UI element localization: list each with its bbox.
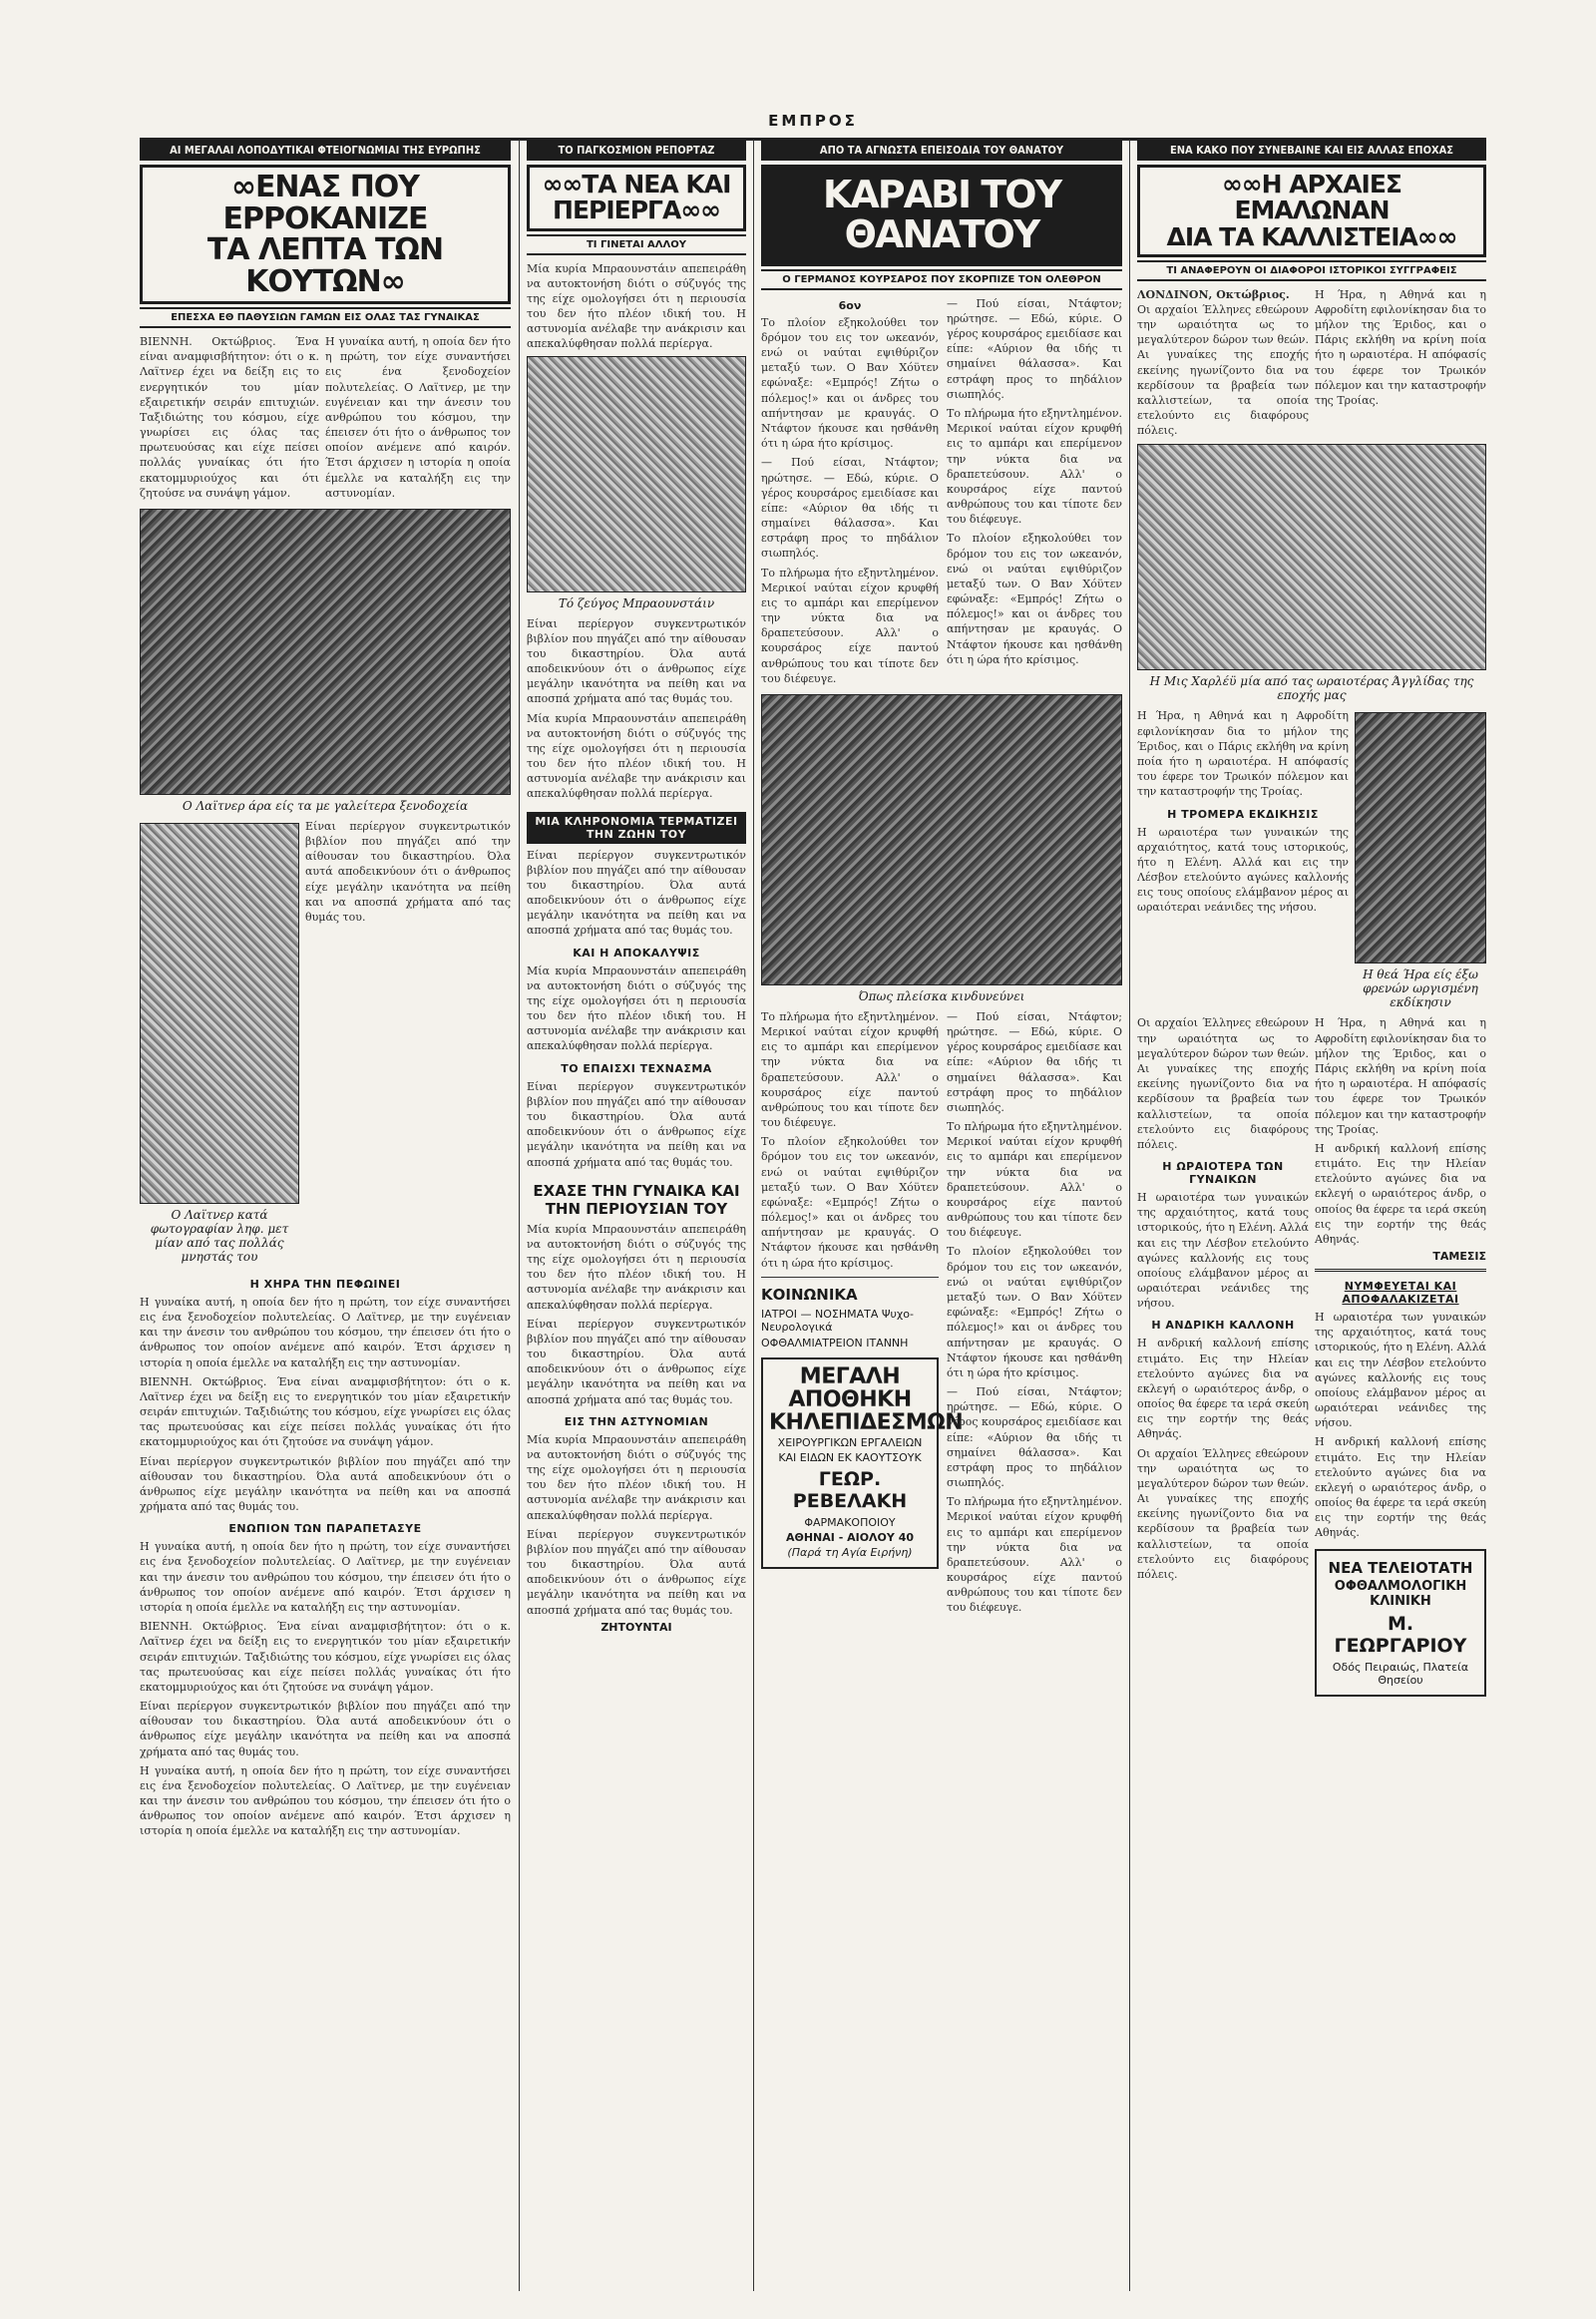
section-heading: Η ΤΡΟΜΕΡΑ ΕΚΔΙΚΗΣΙΣ: [1167, 807, 1319, 821]
article-text: — Πού είσαι, Ντάφτον; ηρώτησε. — Εδώ, κύριε. Ο γέρος κουρσάρος εμειδίασε και είπε: «Αύριον θα ιδής τι σημαίνει θάλασσα». Και εστράφη προς το πηδάλιον σιωπηλός.: [947, 1385, 1122, 1490]
article-text: Η Ήρα, η Αθηνά και η Αφροδίτη εφιλονίκησαν δια το μήλον της Έριδος, και ο Πάρις εκλήθη να κρίνη ποία ήτο η ωραιοτέρα. Η απόφασίς του έφερε τον Τρωικόν πόλεμον και την καταστροφήν της Τροίας.: [1315, 287, 1486, 407]
article-text: Οι αρχαίοι Έλληνες εθεώρουν την ωραιότητα ως το μεγαλύτερον δώρον των θεών. Αι γυναίκες της εποχής εκείνης ηγωνίζοντο δια να κερδίσουν τα βραβεία των καλλιστείων, τα οποία ετελούντο εις διαφόρους πόλεις.: [1137, 1016, 1309, 1151]
ad-line: ΚΑΙ ΕΙΔΩΝ ΕΚ ΚΑΟΥΤΣΟΥΚ: [778, 1451, 922, 1465]
article-text: Είναι περίεργον συγκεντρωτικόν βιβλίον που πηγάζει από την αίθουσαν του δικαστηρίου. Όλα αυτά αποδεικνύουν ότι ο άνθρωπος είχε μεγάλην ικανότητα να πείθη και να αποσπά χρήματα από τας θυμάς του.: [140, 1454, 511, 1514]
article-text: Το πλήρωμα ήτο εξηντλημένον. Μερικοί ναύται είχον κρυφθή εις το αμπάρι και επερίμενον την νύκτα δια να δραπετεύσουν. Αλλ' ο κουρσάρος είχε παντού ανθρώπους του και τίποτε δεν του διέφευγε.: [761, 566, 939, 685]
article-text: ΒΙΕΝΝΗ. Οκτώβριος. Ένα είναι αναμφισβήτητον: ότι ο κ. Λαϊτνερ έχει να δείξη εις το ενεργητικόν του μίαν εξαιρετικήν σειράν επιτυχιών. Ταξιδιώτης του κόσμου, είχε γνωρίσει εις όλας τας πρωτευούσας και είχε πείσει πολλάς γυναίκας ότι ήτο εκατομμυριούχος και ότι ζητούσε να συνάψη γάμον.: [140, 1620, 511, 1694]
article-text: — Πού είσαι, Ντάφτον; ηρώτησε. — Εδώ, κύριε. Ο γέρος κουρσάρος εμειδίασε και είπε: «Αύριον θα ιδής τι σημαίνει θάλασσα». Και εστράφη προς το πηδάλιον σιωπηλός.: [947, 1009, 1122, 1114]
social-line: ΙΑΤΡΟΙ — ΝΟΣΗΜΑΤΑ Ψυχο-Νευρολογικά: [761, 1307, 914, 1334]
article-text: Είναι περίεργον συγκεντρωτικόν βιβλίον που πηγάζει από την αίθουσαν του δικαστηρίου. Όλα αυτά αποδεικνύουν ότι ο άνθρωπος είχε μεγάλην ικανότητα να πείθη και να αποσπά χρήματα από τας θυμάς του.: [527, 1317, 746, 1406]
photo-caption: Όπως πλείσκα κινδυνεύνει: [858, 988, 1025, 1003]
article-text: Το πλήρωμα ήτο εξηντλημένον. Μερικοί ναύται είχον κρυφθή εις το αμπάρι και επερίμενον την νύκτα δια να δραπετεύσουν. Αλλ' ο κουρσάρος είχε παντού ανθρώπους του και τίποτε δεν του διέφευγε.: [947, 1120, 1122, 1240]
couple-photo: [527, 356, 746, 592]
article-kicker: ΕΝΑ ΚΑΚΟ ΠΟΥ ΣΥΝΕΒΑΙΝΕ ΚΑΙ ΕΙΣ ΑΛΛΑΣ ΕΠΟΧΑΣ: [1137, 140, 1486, 161]
article-text: Οι αρχαίοι Έλληνες εθεώρουν την ωραιότητα ως το μεγαλύτερον δώρον των θεών. Αι γυναίκες της εποχής εκείνης ηγωνίζοντο δια να κερδίσουν τα βραβεία των καλλιστείων, τα οποία ετελούντο εις διαφόρους πόλεις.: [1137, 302, 1309, 438]
ad-note: (Παρά τη Αγία Ειρήνη): [787, 1546, 913, 1560]
headline-line-1: ∞ΕΝΑΣ ΠΟΥ ΕΡΡΟΚΑΝΙΖΕ: [222, 170, 428, 236]
signoff-text: ΖΗΤΟΥΝΤΑΙ: [600, 1620, 672, 1634]
article-text: Η ωραιοτέρα των γυναικών της αρχαιότητος, κατά τους ιστορικούς, ήτο η Ελένη. Αλλά και εις την Λέσβον ετελούντο αγώνες καλλονής εις τους οποίους ελάμβανον μέρος αι ωραιότεραι νεάνιδες της νήσου.: [1315, 1311, 1486, 1430]
section-heading: Η ΩΡΑΙΟΤΕΡΑ ΤΩΝ ΓΥΝΑΙΚΩΝ: [1162, 1160, 1284, 1187]
social-line: ΟΦΘΑΛΜΙΑΤΡΕΙΟΝ ΙΤΑΝΝΗ: [761, 1336, 909, 1350]
column-rule: [753, 140, 754, 2291]
article-text: Η ανδρική καλλονή επίσης ετιμάτο. Εις την Ηλείαν ετελούντο αγώνες δια να εκλεγή ο ωραιότερος άνδρ, ο οποίος θα έφερε τα ιερά σκεύη εις την εορτήν της θεάς Αθηνάς.: [1137, 1337, 1309, 1441]
article-text: — Πού είσαι, Ντάφτον; ηρώτησε. — Εδώ, κύριε. Ο γέρος κουρσάρος εμειδίασε και είπε: «Αύριον θα ιδής τι σημαίνει θάλασσα». Και εστράφη προς το πηδάλιον σιωπηλός.: [947, 296, 1122, 401]
article-text: Η ανδρική καλλονή επίσης ετιμάτο. Εις την Ηλείαν ετελούντο αγώνες δια να εκλεγή ο ωραιότερος άνδρ, ο οποίος θα έφερε τα ιερά σκεύη εις την εορτήν της θεάς Αθηνάς.: [1315, 1435, 1486, 1540]
headline-line-2: ΠΕΡΙΕΡΓΑ∞∞: [553, 195, 720, 225]
article-column-2: [527, 140, 746, 2291]
article-text: Η γυναίκα αυτή, η οποία δεν ήτο η πρώτη, τον είχε συναντήσει εις ένα ξενοδοχείον πολυτελείας. Ο Λαϊτνερ, με την ευγένειαν και την άνεσιν του ανθρώπου του κόσμου, την έπεισεν ότι ήτο ο άνθρωπος τον οποίον ανέμενε από καιρόν. Έτσι άρχισεν η ιστορία η οποία έμελλε να καταλήξη εις την αστυνομίαν.: [140, 1295, 511, 1369]
section-heading: ΕΧΑΣΕ ΤΗΝ ΓΥΝΑΙΚΑ ΚΑΙ ΤΗΝ ΠΕΡΙΟΥΣΙΑΝ ΤΟΥ: [533, 1181, 740, 1218]
article-column-4: [1137, 140, 1486, 2291]
article-text: Μία κυρία Μπραουνστάιν απεπειράθη να αυτοκτονήση διότι ο σύζυγός της της είχε ομολογήσει ότι η περιουσία του δεν ήτο πλέον ιδική του. Η αστυνομία ανέλαβε την ανάκρισιν και απεκαλύφθησαν πολλά περίεργα.: [527, 261, 746, 351]
hotel-photo: [140, 509, 511, 795]
section-heading: ΜΙΑ ΚΛΗΡΟΝΟΜΙΑ ΤΕΡΜΑΤΙΖΕΙ ΤΗΝ ΖΩΗΝ ΤΟΥ: [527, 812, 746, 844]
ad-title: ΚΗΛΕΠΙΔΕΣΜΩΝ: [769, 1410, 964, 1436]
article-text: Η ανδρική καλλονή επίσης ετιμάτο. Εις την Ηλείαν ετελούντο αγώνες δια να εκλεγή ο ωραιότερος άνδρ, ο οποίος θα έφερε τα ιερά σκεύη εις την εορτήν της θεάς Αθηνάς.: [1315, 1141, 1486, 1246]
headline-line-1: ∞∞ΤΑ ΝΕΑ ΚΑΙ: [542, 170, 731, 198]
ad-line: ΧΕΙΡΟΥΡΓΙΚΩΝ ΕΡΓΑΛΕΙΩΝ: [777, 1436, 923, 1450]
goddess-hera-illustration: [1355, 712, 1486, 964]
article-text: Είναι περίεργον συγκεντρωτικόν βιβλίον που πηγάζει από την αίθουσαν του δικαστηρίου. Όλα αυτά αποδεικνύουν ότι ο άνθρωπος είχε μεγάλην ικανότητα να πείθη και να αποσπά χρήματα από τας θυμάς του.: [527, 1527, 746, 1617]
article-headline: [140, 165, 511, 304]
article-text: Η γυναίκα αυτή, η οποία δεν ήτο η πρώτη, τον είχε συναντήσει εις ένα ξενοδοχείον πολυτελείας. Ο Λαϊτνερ, με την ευγένειαν και την άνεσιν του ανθρώπου του κόσμου, την έπεισεν ότι ήτο ο άνθρωπος τον οποίον ανέμενε από καιρόν. Έτσι άρχισεν η ιστορία η οποία έμελλε να καταλήξη εις την αστυνομίαν.: [140, 1763, 511, 1838]
section-heading: Η ΑΝΔΡΙΚΗ ΚΑΛΛΟΝΗ: [1151, 1319, 1295, 1333]
section-heading: ΚΑΙ Η ΑΠΟΚΑΛΥΨΙΣ: [573, 946, 700, 960]
photo-caption: Ο Λαϊτνερ κατά φωτογραφίαν ληφ. μετ μίαν από τας πολλάς μνηστάς του: [150, 1207, 289, 1264]
article-text: Η γυναίκα αυτή, η οποία δεν ήτο η πρώτη, τον είχε συναντήσει εις ένα ξενοδοχείον πολυτελείας. Ο Λαϊτνερ, με την ευγένειαν και την άνεσιν του ανθρώπου του κόσμου, την έπεισεν ότι ήτο ο άνθρωπος τον οποίον ανέμενε από καιρόν. Έτσι άρχισεν η ιστορία η οποία έμελλε να καταλήξη εις την αστυνομίαν.: [140, 1540, 511, 1614]
ad-title: ΜΕΓΑΛΗ ΑΠΟΘΗΚΗ: [788, 1363, 912, 1412]
portrait-photo: [140, 823, 299, 1204]
ship-scene-illustration: [761, 694, 1122, 985]
article-text: Το πλοίον εξηκολούθει τον δρόμον του εις τον ωκεανόν, ενώ οι ναύται εψιθύριζον μεταξύ των. Ο Βαν Χόϋτεν εφώναξε: «Εμπρός! Ζήτω ο πόλεμος!» και οι άνδρες του απήντησαν με κραυγάς. Ο Ντάφτον ήκουσε και ησθάνθη ότι η ώρα ήτο κρίσιμος.: [947, 1245, 1122, 1379]
article-kicker: ΑΠΟ ΤΑ ΑΓΝΩΣΤΑ ΕΠΕΙΣΟΔΙΑ ΤΟΥ ΘΑΝΑΤΟΥ: [761, 140, 1122, 161]
article-text: Είναι περίεργον συγκεντρωτικόν βιβλίον που πηγάζει από την αίθουσαν του δικαστηρίου. Όλα αυτά αποδεικνύουν ότι ο άνθρωπος είχε μεγάλην ικανότητα να πείθη και να αποσπά χρήματα από τας θυμάς του.: [527, 1079, 746, 1169]
article-headline: [1137, 165, 1486, 257]
column-rule: [519, 140, 520, 2291]
ad-line: ΟΦΘΑΛΜΟΛΟΓΙΚΗ ΚΛΙΝΙΚΗ: [1334, 1578, 1467, 1609]
article-text: Το πλήρωμα ήτο εξηντλημένον. Μερικοί ναύται είχον κρυφθή εις το αμπάρι και επερίμενον την νύκτα δια να δραπετεύσουν. Αλλ' ο κουρσάρος είχε παντού ανθρώπους του και τίποτε δεν του διέφευγε.: [947, 406, 1122, 527]
article-text: Μία κυρία Μπραουνστάιν απεπειράθη να αυτοκτονήση διότι ο σύζυγός της της είχε ομολογήσει ότι η περιουσία του δεν ήτο πλέον ιδική του. Η αστυνομία ανέλαβε την ανάκρισιν και απεκαλύφθησαν πολλά περίεργα.: [527, 1432, 746, 1522]
photo-caption: Η Μις Χαρλέϋ μία από τας ωραιοτέρας Άγγλίδας της εποχής μας: [1149, 674, 1474, 703]
headline-line-2: ΤΑ ΛΕΠΤΑ ΤΩΝ ΚΟΥΤΩΝ∞: [206, 232, 444, 299]
author-byline: ΤΑΜΕΣΙΣ: [1432, 1250, 1486, 1264]
social-section-title: ΚΟΙΝΩΝΙΚΑ: [761, 1285, 858, 1304]
article-text: Μία κυρία Μπραουνστάιν απεπειράθη να αυτοκτονήση διότι ο σύζυγός της της είχε ομολογήσει ότι η περιουσία του δεν ήτο πλέον ιδική του. Η αστυνομία ανέλαβε την ανάκρισιν και απεκαλύφθησαν πολλά περίεργα.: [527, 964, 746, 1053]
article-kicker: ΑΙ ΜΕΓΑΛΑΙ ΛΟΠΟΔΥΤΙΚΑΙ ΦΤΕΙΟΓΝΩΜΙΑΙ ΤΗΣ ΕΥΡΩΠΗΣ: [140, 140, 511, 161]
article-text: Οι αρχαίοι Έλληνες εθεώρουν την ωραιότητα ως το μεγαλύτερον δώρον των θεών. Αι γυναίκες της εποχής εκείνης ηγωνίζοντο δια να κερδίσουν τα βραβεία των καλλιστείων, τα οποία ετελούντο εις διαφόρους πόλεις.: [1137, 1446, 1309, 1581]
installment-number: 6ον: [838, 298, 862, 312]
section-heading: ΤΟ ΕΠΑΙΣΧΙ ΤΕΧΝΑΣΜΑ: [561, 1061, 712, 1075]
headline-line-1: ∞∞Η ΑΡΧΑΙΕΣ ΕΜΑΛΩΝΑΝ: [1221, 170, 1402, 225]
section-heading: Η ΧΗΡΑ ΤΗΝ ΠΕΦΩΙΝΕΙ: [249, 1277, 401, 1291]
article-kicker: ΤΟ ΠΑΓΚΟΣΜΙΟΝ ΡΕΠΟΡΤΑΖ: [527, 140, 746, 161]
pharmacy-advertisement: [761, 1357, 964, 1569]
article-text: Η γυναίκα αυτή, η οποία δεν ήτο η πρώτη, τον είχε συναντήσει εις ένα ξενοδοχείον πολυτελείας. Ο Λαϊτνερ, με την ευγένειαν και την άνεσιν του ανθρώπου του κόσμου, την έπεισεν ότι ήτο ο άνθρωπος τον οποίον ανέμενε από καιρόν. Έτσι άρχισεν η ιστορία η οποία έμελλε να καταλήξη εις την αστυνομίαν.: [325, 335, 511, 500]
headline-main: ΚΑΡΑΒΙ ΤΟΥ ΘΑΝΑΤΟΥ: [822, 173, 1061, 256]
article-column-3: [761, 140, 1122, 2291]
article-text: Η ωραιοτέρα των γυναικών της αρχαιότητος, κατά τους ιστορικούς, ήτο η Ελένη. Αλλά και εις την Λέσβον ετελούντο αγώνες καλλονής εις τους οποίους ελάμβανον μέρος αι ωραιότεραι νεάνιδες της νήσου.: [1137, 825, 1349, 915]
ad-address: Οδός Πειραιώς, Πλατεία Θησείου: [1332, 1660, 1469, 1687]
article-text: Η ωραιοτέρα των γυναικών της αρχαιότητος, κατά τους ιστορικούς, ήτο η Ελένη. Αλλά και εις την Λέσβον ετελούντο αγώνες καλλονής εις τους οποίους ελάμβανον μέρος αι ωραιότεραι νεάνιδες της νήσου.: [1137, 1191, 1309, 1311]
ad-name: Μ. ΓΕΩΡΓΑΡΙΟΥ: [1334, 1612, 1467, 1657]
article-subheadline: ΤΙ ΓΙΝΕΤΑΙ ΑΛΛΟΥ: [527, 234, 746, 255]
article-text: Μία κυρία Μπραουνστάιν απεπειράθη να αυτοκτονήση διότι ο σύζυγός της της είχε ομολογήσει ότι η περιουσία του δεν ήτο πλέον ιδική του. Η αστυνομία ανέλαβε την ανάκρισιν και απεκαλύφθησαν πολλά περίεργα.: [527, 1222, 746, 1312]
article-text: Είναι περίεργον συγκεντρωτικόν βιβλίον που πηγάζει από την αίθουσαν του δικαστηρίου. Όλα αυτά αποδεικνύουν ότι ο άνθρωπος είχε μεγάλην ικανότητα να πείθη και να αποσπά χρήματα από τας θυμάς του.: [305, 819, 511, 924]
article-column-1: [140, 140, 511, 2291]
photo-caption: Ο Λαϊτνερ άρα είς τα με γαλείτερα ξενοδοχεία: [182, 798, 469, 813]
article-subheadline: ΕΠΕΣΧΑ ΕΘ ΠΑΘΥΣΙΩΝ ΓΑΜΩΝ ΕΙΣ ΟΛΑΣ ΤΑΣ ΓΥΝΑΙΚΑΣ: [140, 307, 511, 328]
ad-line: ΝΕΑ ΤΕΛΕΙΟΤΑΤΗ: [1328, 1558, 1473, 1577]
photo-caption: Η θεά Ήρα είς έξω φρενών ωργισμένη εκδίκησιν: [1363, 967, 1478, 1010]
masthead: ΕΜΠΡΟΣ: [140, 112, 1486, 141]
article-text: ΒΙΕΝΝΗ. Οκτώβριος. Ένα είναι αναμφισβήτητον: ότι ο κ. Λαϊτνερ έχει να δείξη εις το ενεργητικόν του μίαν εξαιρετικήν σειράν επιτυχιών. Ταξιδιώτης του κόσμου, είχε γνωρίσει εις όλας τας πρωτευούσας και είχε πείσει πολλάς γυναίκας ότι ήτο εκατομμυριούχος και ότι ζητούσε να συνάψη γάμον.: [140, 1374, 511, 1449]
ad-line: ΦΑΡΜΑΚΟΠΟΙΟΥ: [804, 1516, 896, 1530]
article-text: Είναι περίεργον συγκεντρωτικόν βιβλίον που πηγάζει από την αίθουσαν του δικαστηρίου. Όλα αυτά αποδεικνύουν ότι ο άνθρωπος είχε μεγάλην ικανότητα να πείθη και να αποσπά χρήματα από τας θυμάς του.: [140, 1700, 511, 1758]
article-text: Το πλήρωμα ήτο εξηντλημένον. Μερικοί ναύται είχον κρυφθή εις το αμπάρι και επερίμενον την νύκτα δια να δραπετεύσουν. Αλλ' ο κουρσάρος είχε παντού ανθρώπους του και τίποτε δεν του διέφευγε.: [947, 1495, 1122, 1615]
article-text: Το πλοίον εξηκολούθει τον δρόμον του εις τον ωκεανόν, ενώ οι ναύται εψιθύριζον μεταξύ των. Ο Βαν Χόϋτεν εφώναξε: «Εμπρός! Ζήτω ο πόλεμος!» και οι άνδρες του απήντησαν με κραυγάς. Ο Ντάφτον ήκουσε και ησθάνθη ότι η ώρα ήτο κρίσιμος.: [761, 315, 939, 451]
article-text: Μία κυρία Μπραουνστάιν απεπειράθη να αυτοκτονήση διότι ο σύζυγός της της είχε ομολογήσει ότι η περιουσία του δεν ήτο πλέον ιδική του. Η αστυνομία ανέλαβε την ανάκρισιν και απεκαλύφθησαν πολλά περίεργα.: [527, 711, 746, 801]
article-text: — Πού είσαι, Ντάφτον; ηρώτησε. — Εδώ, κύριε. Ο γέρος κουρσάρος εμειδίασε και είπε: «Αύριον θα ιδής τι σημαίνει θάλασσα». Και εστράφη προς το πηδάλιον σιωπηλός.: [761, 456, 939, 561]
section-heading: ΕΙΣ ΤΗΝ ΑΣΤΥΝΟΜΙΑΝ: [564, 1414, 709, 1428]
article-subheadline: ΤΙ ΑΝΑΦΕΡΟΥΝ ΟΙ ΔΙΑΦΟΡΟΙ ΙΣΤΟΡΙΚΟΙ ΣΥΓΓΡΑΦΕΙΣ: [1137, 260, 1486, 281]
article-text: Το πλοίον εξηκολούθει τον δρόμον του εις τον ωκεανόν, ενώ οι ναύται εψιθύριζον μεταξύ των. Ο Βαν Χόϋτεν εφώναξε: «Εμπρός! Ζήτω ο πόλεμος!» και οι άνδρες του απήντησαν με κραυγάς. Ο Ντάφτον ήκουσε και ησθάνθη ότι η ώρα ήτο κρίσιμος.: [947, 532, 1122, 666]
article-headline: [761, 165, 1122, 266]
article-text: Είναι περίεργον συγκεντρωτικόν βιβλίον που πηγάζει από την αίθουσαν του δικαστηρίου. Όλα αυτά αποδεικνύουν ότι ο άνθρωπος είχε μεγάλην ικανότητα να πείθη και να αποσπά χρήματα από τας θυμάς του.: [527, 848, 746, 938]
article-text: Το πλοίον εξηκολούθει τον δρόμον του εις τον ωκεανόν, ενώ οι ναύται εψιθύριζον μεταξύ των. Ο Βαν Χόϋτεν εφώναξε: «Εμπρός! Ζήτω ο πόλεμος!» και οι άνδρες του απήντησαν με κραυγάς. Ο Ντάφτον ήκουσε και ησθάνθη ότι η ώρα ήτο κρίσιμος.: [761, 1135, 939, 1270]
woman-portrait-photo: [1137, 444, 1486, 670]
column-rule: [1129, 140, 1130, 2291]
article-text: Το πλήρωμα ήτο εξηντλημένον. Μερικοί ναύται είχον κρυφθή εις το αμπάρι και επερίμενον την νύκτα δια να δραπετεύσουν. Αλλ' ο κουρσάρος είχε παντού ανθρώπους του και τίποτε δεν του διέφευγε.: [761, 1009, 939, 1130]
section-heading: ΝΥΜΦΕΥΕΤΑΙ ΚΑΙ ΑΠΟΦΑΛΑΚΙΖΕΤΑΙ: [1342, 1280, 1459, 1307]
section-heading: ΕΝΩΠΙΟΝ ΤΩΝ ΠΑΡΑΠΕΤΑΣΥΕ: [228, 1522, 422, 1536]
ad-name: ΓΕΩΡ. ΡΕΒΕΛΑΚΗ: [792, 1468, 908, 1513]
photo-caption: Τό ζεύγος Μπραουνστάιν: [558, 595, 715, 610]
clinic-advertisement: [1315, 1549, 1486, 1697]
dateline: ΛΟΝΔΙΝΟΝ, Οκτώβριος.: [1137, 287, 1290, 301]
article-subheadline: Ο ΓΕΡΜΑΝΟΣ ΚΟΥΡΣΑΡΟΣ ΠΟΥ ΣΚΟΡΠΙΖΕ ΤΟΝ ΟΛΕΘΡΟΝ: [761, 269, 1122, 290]
ad-address: ΑΘΗΝΑΙ - ΑΙΟΛΟΥ 40: [785, 1531, 915, 1545]
article-text: Η Ήρα, η Αθηνά και η Αφροδίτη εφιλονίκησαν δια το μήλον της Έριδος, και ο Πάρις εκλήθη να κρίνη ποία ήτο η ωραιοτέρα. Η απόφασίς του έφερε τον Τρωικόν πόλεμον και την καταστροφήν της Τροίας.: [1137, 709, 1349, 799]
article-text: Είναι περίεργον συγκεντρωτικόν βιβλίον που πηγάζει από την αίθουσαν του δικαστηρίου. Όλα αυτά αποδεικνύουν ότι ο άνθρωπος είχε μεγάλην ικανότητα να πείθη και να αποσπά χρήματα από τας θυμάς του.: [527, 616, 746, 706]
headline-line-2: ΔΙΑ ΤΑ ΚΑΛΛΙΣΤΕΙΑ∞∞: [1166, 221, 1457, 251]
article-text: Η Ήρα, η Αθηνά και η Αφροδίτη εφιλονίκησαν δια το μήλον της Έριδος, και ο Πάρις εκλήθη να κρίνη ποία ήτο η ωραιοτέρα. Η απόφασίς του έφερε τον Τρωικόν πόλεμον και την καταστροφήν της Τροίας.: [1315, 1016, 1486, 1136]
article-headline: [527, 165, 746, 231]
article-text: ΒΙΕΝΝΗ. Οκτώβριος. Ένα είναι αναμφισβήτητον: ότι ο κ. Λαϊτνερ έχει να δείξη εις το ενεργητικόν του μίαν εξαιρετικήν σειράν επιτυχιών. Ταξιδιώτης του κόσμου, είχε γνωρίσει εις όλας τας πρωτευούσας και είχε πείσει πολλάς γυναίκας ότι ήτο εκατομμυριούχος και ότι ζητούσε να συνάψη γάμον.: [140, 335, 319, 500]
